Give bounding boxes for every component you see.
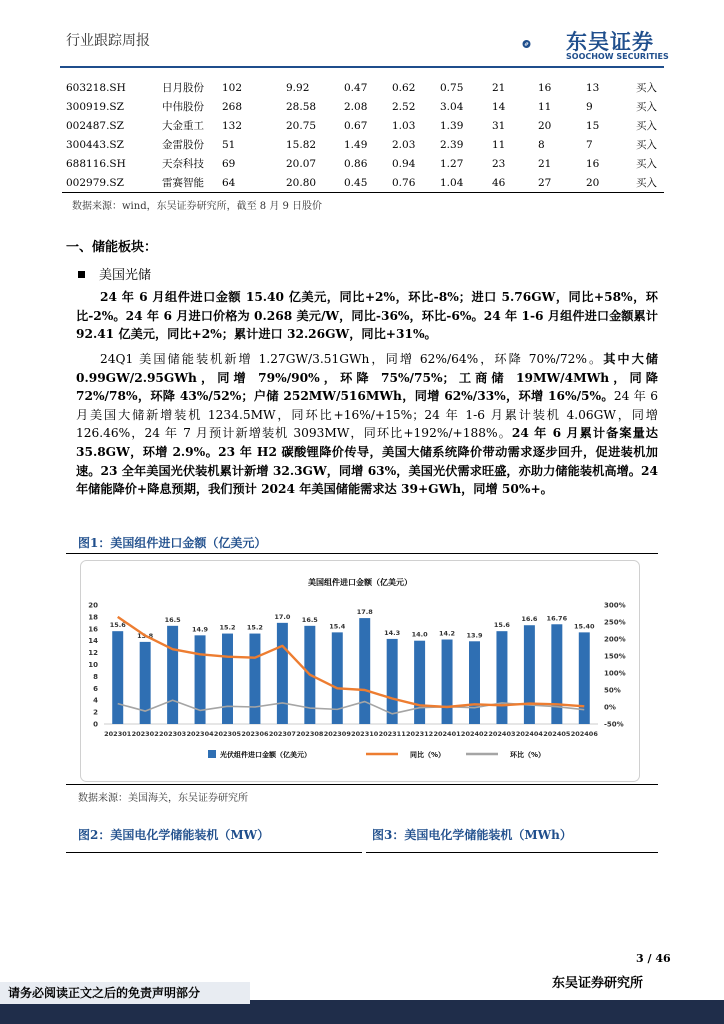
table-cell: 8 [538, 138, 545, 151]
x-tick-label: 202307 [268, 730, 296, 738]
table-cell: 0.47 [344, 81, 368, 94]
y-right-tick-label: 200% [604, 635, 626, 644]
x-tick-label: 202403 [488, 730, 516, 738]
table-cell: 1.49 [344, 138, 368, 151]
table-cell: 0.75 [440, 81, 464, 94]
table-cell: 28.58 [286, 100, 317, 113]
table-cell: 16 [538, 81, 552, 94]
figure-2-title: 图2：美国电化学储能装机（MW） [78, 828, 270, 842]
bar-value-label: 15.2 [246, 623, 263, 632]
table-cell: 132 [222, 119, 243, 132]
import-chart-svg [80, 560, 640, 782]
table-cell: 0.76 [392, 176, 416, 189]
legend-bar-swatch [208, 750, 216, 758]
para-storage-monthly: 24 年 6 月美国大储新增装机 1234.5MW，同环比+16%/+15%；24 年 1-6 月累计装机 4.06GW，同增 126.46%，24 年 7 月预计新增装机 3093MW，同环比+192%/+188%。 [76, 389, 659, 441]
table-cell: 51 [222, 138, 236, 151]
x-tick-label: 202308 [296, 730, 324, 738]
y-left-tick-label: 20 [88, 601, 98, 610]
bar [442, 640, 453, 724]
table-cell: 2.39 [440, 138, 464, 151]
table-bottom-rule [62, 192, 664, 193]
table-cell: 金雷股份 [162, 139, 204, 151]
bar [332, 632, 343, 724]
bar [551, 624, 562, 724]
table-cell: 20.80 [286, 176, 317, 189]
bar [524, 625, 535, 724]
table-cell: 15.82 [286, 138, 317, 151]
table-row [66, 135, 676, 154]
table-row [66, 78, 676, 97]
table-row [66, 116, 676, 135]
figure-3-title: 图3：美国电化学储能装机（MWh） [372, 828, 572, 842]
bar-value-label: 14.3 [384, 628, 401, 637]
table-cell: 2.03 [392, 138, 416, 151]
table-cell: 20 [538, 119, 552, 132]
figure-1-title: 图1：美国组件进口金额（亿美元） [78, 536, 267, 550]
table-cell: 31 [492, 119, 506, 132]
table-cell: 27 [538, 176, 552, 189]
paragraph-imports [76, 288, 658, 344]
table-cell: 日月股份 [162, 82, 204, 94]
y-right-tick-label: 300% [604, 601, 626, 610]
table-cell: 0.45 [344, 176, 368, 189]
table-cell: 买入 [636, 101, 657, 113]
x-tick-label: 202312 [406, 730, 434, 738]
y-right-tick-label: 0% [604, 703, 616, 712]
soochow-logo-icon [522, 26, 562, 62]
table-row [66, 97, 676, 116]
legend-label: 光伏组件进口金额（亿美元） [220, 751, 311, 759]
footer-institute: 东吴证券研究所 [552, 976, 644, 991]
y-left-tick-label: 4 [93, 696, 98, 705]
y-left-tick-label: 10 [88, 661, 98, 669]
table-cell: 9 [586, 100, 593, 113]
table-cell: 0.62 [392, 81, 416, 94]
y-left-tick-label: 0 [93, 720, 98, 729]
table-cell: 13 [586, 81, 600, 94]
y-left-tick-label: 14 [88, 637, 98, 646]
table-cell: 0.67 [344, 119, 368, 132]
bar-value-label: 13.9 [466, 631, 483, 640]
bar [414, 641, 425, 724]
table-cell: 9.92 [286, 81, 310, 94]
bar-value-label: 15.6 [109, 621, 126, 630]
bar-value-label: 14.2 [439, 629, 456, 638]
table-cell: 11 [538, 100, 552, 113]
table-cell: 1.03 [392, 119, 416, 132]
table-cell: 20.07 [286, 157, 317, 170]
table-cell: 64 [222, 176, 236, 189]
bar [277, 623, 288, 724]
table-cell: 688116.SH [66, 157, 126, 170]
table-cell: 买入 [636, 139, 657, 151]
table-cell: 买入 [636, 158, 657, 170]
table-source: 数据来源：wind，东吴证券研究所，截至 8 月 9 日股价 [72, 201, 323, 212]
table-cell: 102 [222, 81, 243, 94]
bar-value-label: 15.6 [493, 621, 510, 630]
bar [112, 631, 123, 724]
table-cell: 14 [492, 100, 506, 113]
table-cell: 买入 [636, 82, 657, 94]
x-tick-label: 202303 [159, 730, 187, 738]
table-row [66, 173, 676, 192]
bar-value-label: 15.2 [219, 623, 236, 632]
bar [496, 631, 507, 724]
table-cell: 买入 [636, 177, 657, 189]
bar-value-label: 16.5 [301, 615, 318, 624]
bar-value-label: 14.9 [192, 625, 209, 634]
paragraph-storage [76, 350, 658, 499]
table-cell: 20.75 [286, 119, 317, 132]
y-left-tick-label: 6 [93, 684, 98, 693]
bar-value-label: 14.0 [411, 630, 428, 639]
table-cell: 1.04 [440, 176, 464, 189]
brand-name: 东吴证券 [566, 30, 654, 54]
table-cell: 天奈科技 [162, 158, 204, 170]
table-cell: 大金重工 [162, 120, 204, 132]
footer-disclaimer: 请务必阅读正文之后的免责声明部分 [0, 982, 250, 1004]
y-right-tick-label: -50% [604, 720, 624, 729]
table-cell: 002979.SZ [66, 176, 124, 189]
figure-1-top-rule [66, 553, 658, 554]
x-tick-label: 202306 [241, 730, 269, 738]
chart-title: 美国组件进口金额（亿美元） [308, 578, 412, 587]
y-right-tick-label: 150% [604, 652, 626, 661]
figure-3-rule [366, 852, 658, 853]
legend-label: 环比（%） [510, 751, 546, 759]
y-right-tick-label: 250% [604, 618, 626, 627]
bar-value-label: 13.8 [137, 631, 154, 640]
bullet-square-icon [78, 271, 85, 278]
bar [359, 618, 370, 724]
x-tick-label: 202310 [351, 730, 379, 738]
stock-table [66, 78, 676, 192]
table-cell: 7 [586, 138, 593, 151]
brand-name-en: SOOCHOW SECURITIES [566, 52, 669, 61]
para-storage-segments: 其中大储 0.99GW/2.95GWh，同增 79%/90%，环降 75%/75%；工商储 19MW/4MWh，同降 72%/78%，环降 43%/52%；户储 252MW/516MWh，同增 62%/33%，环增 16%/5%。 [76, 352, 658, 404]
bullet-item [78, 264, 151, 283]
bar [222, 634, 233, 724]
bar-value-label: 15.4 [329, 622, 346, 631]
x-tick-label: 202311 [378, 730, 406, 738]
table-cell: 0.86 [344, 157, 368, 170]
table-cell: 20 [586, 176, 600, 189]
table-cell: 1.39 [440, 119, 464, 132]
table-cell: 268 [222, 100, 243, 113]
x-tick-label: 202404 [515, 730, 543, 738]
x-tick-label: 202401 [433, 730, 461, 738]
section-heading: 一、储能板块： [66, 240, 158, 255]
bar-value-label: 16.6 [521, 615, 538, 624]
y-left-tick-label: 18 [88, 613, 98, 622]
para-storage-outlook: 24 年 6 月累计备案量达 35.8GW，环增 2.9%。23 年 H2 碳酸锂降价传导，美国大储系统降价带动需求逐步回升，促进装机加速。23 全年美国光伏装机累计新增 32.3GW，同增 63%，美国光伏需求旺盛，亦助力储能装机高增。24 年储能降价+降息预期，我们预计 2024 年美国储能需求达 39+GWh，同增 50%+。 [76, 426, 658, 497]
table-cell: 300919.SZ [66, 100, 124, 113]
table-cell: 2.52 [392, 100, 416, 113]
table-cell: 603218.SH [66, 81, 126, 94]
table-cell: 21 [538, 157, 552, 170]
table-cell: 0.94 [392, 157, 416, 170]
import-chart [80, 560, 640, 782]
x-tick-label: 202405 [543, 730, 571, 738]
x-tick-label: 202402 [460, 730, 489, 738]
table-cell: 15 [586, 119, 600, 132]
table-cell: 16 [586, 157, 600, 170]
bar [249, 634, 260, 724]
x-tick-label: 202309 [323, 730, 351, 738]
table-cell: 3.04 [440, 100, 464, 113]
table-cell: 23 [492, 157, 506, 170]
bar-value-label: 15.40 [573, 622, 595, 631]
table-cell: 2.08 [344, 100, 368, 113]
table-cell: 中伟股份 [162, 101, 204, 113]
x-tick-label: 202305 [213, 730, 242, 738]
bar-value-label: 16.76 [546, 614, 568, 623]
bar [469, 641, 480, 724]
table-cell: 300443.SZ [66, 138, 124, 151]
bar-value-label: 16.5 [164, 615, 181, 624]
legend-label: 同比（%） [410, 751, 446, 759]
table-cell: 69 [222, 157, 236, 170]
bullet-label: 美国光储 [99, 268, 152, 283]
table-cell: 买入 [636, 120, 657, 132]
figure-1-source: 数据来源：美国海关，东吴证券研究所 [78, 793, 248, 804]
table-cell: 雷赛智能 [162, 177, 204, 189]
y-left-tick-label: 8 [93, 672, 98, 681]
para-storage-q1: 24Q1 美国储能装机新增 1.27GW/3.51GWh，同增 62%/64%，环降 70%/72%。 [100, 352, 604, 366]
x-tick-label: 202304 [186, 730, 214, 738]
table-cell: 46 [492, 176, 506, 189]
table-cell: 21 [492, 81, 506, 94]
y-left-tick-label: 12 [88, 649, 98, 658]
table-cell: 1.27 [440, 157, 464, 170]
page-number: 3 / 46 [636, 952, 671, 965]
y-right-tick-label: 50% [604, 686, 621, 695]
bar [167, 626, 178, 724]
bar-value-label: 17.8 [356, 608, 373, 617]
x-tick-label: 202406 [570, 730, 598, 738]
y-right-tick-label: 100% [604, 669, 626, 678]
header-rule [60, 66, 664, 68]
table-cell: 11 [492, 138, 506, 151]
report-type-title: 行业跟踪周报 [66, 33, 150, 49]
bar [579, 632, 590, 724]
x-tick-label: 202301 [104, 730, 132, 738]
figure-1-bottom-rule [66, 784, 658, 785]
bar-value-label: 17.0 [274, 612, 291, 621]
x-tick-label: 202302 [131, 730, 159, 738]
table-row [66, 154, 676, 173]
paragraph-imports-text: 24 年 6 月组件进口金额 15.40 亿美元，同比+2%，环比-8%；进口 5.76GW，同比+58%，环比-2%。24 年 6 月进口价格为 0.268 美元/W，同比-36%，环比-6%。24 年 1-6 月组件进口金额累计 92.41 亿美元，同比+2%；累计进口 32.26GW，同比+31%。 [76, 290, 658, 342]
table-cell: 002487.SZ [66, 119, 124, 132]
figure-2-rule [66, 852, 362, 853]
y-left-tick-label: 2 [93, 708, 98, 717]
y-left-tick-label: 16 [88, 625, 98, 634]
